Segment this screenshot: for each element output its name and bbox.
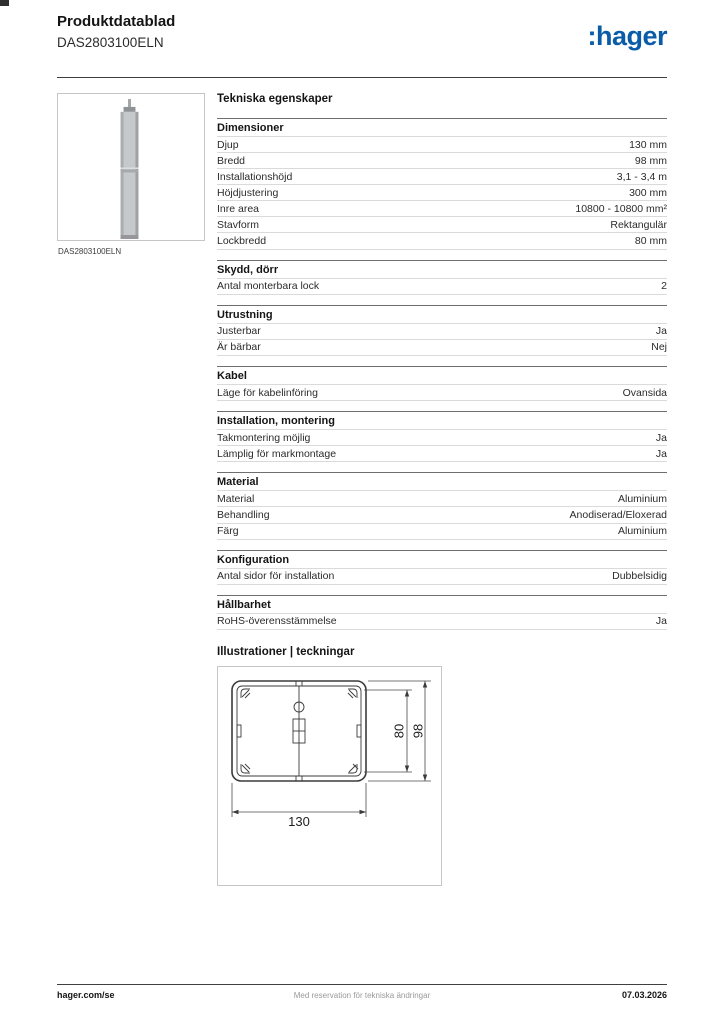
technical-drawing xyxy=(217,666,442,886)
spec-section xyxy=(217,595,667,630)
spec-label: Installationshöjd xyxy=(217,170,293,183)
spec-row xyxy=(217,233,667,249)
spec-value: 98 mm xyxy=(634,154,667,167)
spec-row xyxy=(217,507,667,523)
spec-label: Antal monterbara lock xyxy=(217,280,320,293)
spec-row xyxy=(217,201,667,217)
cross-section-drawing xyxy=(218,667,441,885)
spec-section-title: Installation, montering xyxy=(217,411,667,430)
header-divider xyxy=(57,77,667,78)
footer-divider xyxy=(57,984,667,985)
spec-section-title: Material xyxy=(217,472,667,491)
spec-label: Höjdjustering xyxy=(217,186,279,199)
spec-value: Ja xyxy=(655,447,667,460)
spec-label: Färg xyxy=(217,525,239,537)
spec-label: Djup xyxy=(217,138,239,151)
spec-value: Aluminium xyxy=(617,492,667,505)
spec-value: Ja xyxy=(655,325,667,338)
product-image-caption: DAS2803100ELN xyxy=(58,247,122,256)
spec-row xyxy=(217,524,667,540)
spec-value: Aluminium xyxy=(617,525,667,537)
spec-section-title: Dimensioner xyxy=(217,118,667,137)
header xyxy=(57,13,667,73)
spec-value: Ja xyxy=(655,615,667,628)
spec-row xyxy=(217,217,667,233)
illustrations-heading: Illustrationer | teckningar xyxy=(217,645,355,658)
specs-column xyxy=(217,93,667,886)
spec-label: Behandling xyxy=(217,508,270,521)
spec-label: Stavform xyxy=(217,218,260,231)
product-photo-pole xyxy=(58,94,204,240)
product-image xyxy=(57,93,205,241)
spec-sections xyxy=(217,118,667,630)
spec-label: Lockbredd xyxy=(217,234,267,247)
spec-row xyxy=(217,430,667,446)
spec-section xyxy=(217,366,667,401)
product-code: DAS2803100ELN xyxy=(57,35,164,50)
spec-value: Rektangulär xyxy=(610,218,667,231)
spec-section-title: Skydd, dörr xyxy=(217,260,667,279)
spec-section-title: Hållbarhet xyxy=(217,595,667,614)
hager-logo: :hager xyxy=(587,21,667,51)
spec-label: Bredd xyxy=(217,154,246,167)
spec-row xyxy=(217,491,667,507)
spec-section xyxy=(217,411,667,462)
spec-value: Ovansida xyxy=(622,386,667,399)
spec-label: Justerbar xyxy=(217,325,261,338)
spec-value: Anodiserad/Eloxerad xyxy=(569,508,667,521)
spec-value: Nej xyxy=(651,341,667,354)
spec-row xyxy=(217,569,667,585)
spec-label: Inre area xyxy=(217,202,260,215)
spec-value: 10800 - 10800 mm² xyxy=(575,202,667,215)
spec-row xyxy=(217,279,667,295)
spec-value: Ja xyxy=(655,431,667,444)
spec-value: 80 mm xyxy=(634,234,667,247)
spec-value: 2 xyxy=(661,280,667,293)
spec-row xyxy=(217,169,667,185)
footer xyxy=(57,990,667,1010)
spec-label: Läge för kabelinföring xyxy=(217,386,318,399)
spec-label: Material xyxy=(217,492,255,505)
spec-section xyxy=(217,305,667,356)
spec-section xyxy=(217,118,667,250)
spec-value: 130 mm xyxy=(629,138,667,151)
dimension-label-98: 98 xyxy=(410,723,426,739)
spec-label: RoHS-överensstämmelse xyxy=(217,615,337,628)
specs-heading: Tekniska egenskaper xyxy=(217,93,333,105)
spec-row xyxy=(217,340,667,356)
spec-value: 300 mm xyxy=(629,186,667,199)
footer-disclaimer: Med reservation för tekniska ändringar xyxy=(293,991,431,1000)
spec-section xyxy=(217,472,667,539)
page-corner-artifact xyxy=(0,0,9,6)
spec-section-title: Kabel xyxy=(217,366,667,385)
spec-value: 3,1 - 3,4 m xyxy=(616,170,667,183)
footer-website-link[interactable]: hager.com/se xyxy=(57,990,115,1000)
spec-row xyxy=(217,153,667,169)
spec-section xyxy=(217,260,667,295)
spec-row xyxy=(217,185,667,201)
spec-section xyxy=(217,550,667,585)
spec-label: Är bärbar xyxy=(217,341,261,354)
document-title: Produktdatablad xyxy=(57,13,176,30)
spec-row xyxy=(217,614,667,630)
dimension-label-80: 80 xyxy=(391,723,407,739)
spec-section-title: Konfiguration xyxy=(217,550,667,569)
spec-row xyxy=(217,385,667,401)
spec-label: Takmontering möjlig xyxy=(217,431,311,444)
spec-row xyxy=(217,137,667,153)
footer-date: 07.03.2026 xyxy=(621,990,667,1000)
spec-row xyxy=(217,446,667,462)
dimension-label-130: 130 xyxy=(288,813,310,829)
spec-label: Lämplig för markmontage xyxy=(217,447,337,460)
spec-row xyxy=(217,324,667,340)
spec-value: Dubbelsidig xyxy=(612,570,667,583)
spec-label: Antal sidor för installation xyxy=(217,570,335,583)
spec-section-title: Utrustning xyxy=(217,305,667,324)
